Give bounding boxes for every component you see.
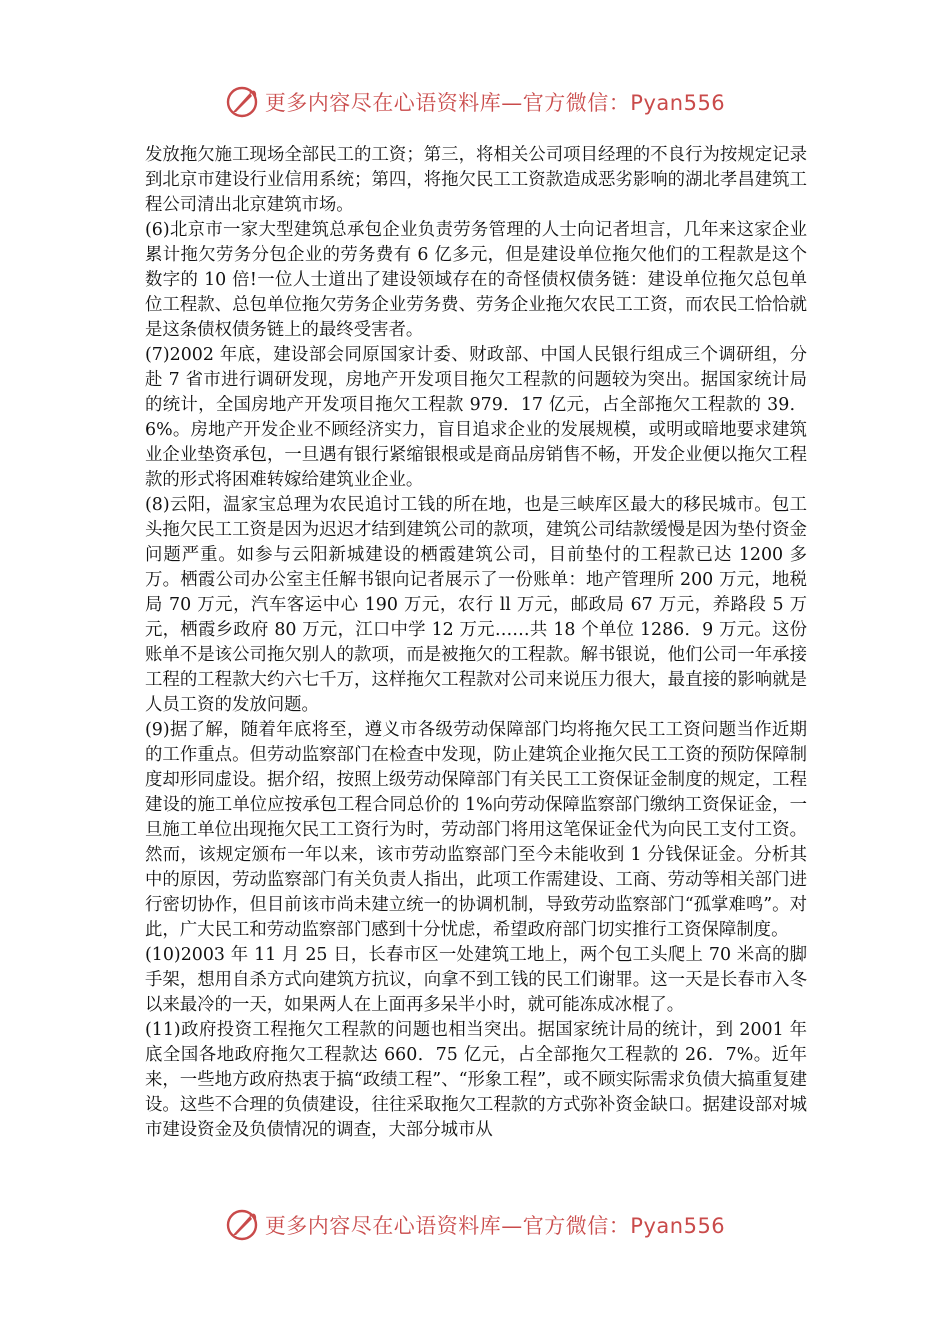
document-body <box>145 143 807 1143</box>
header-text: 更多内容尽在心语资料库—官方微信：Pyan556 <box>264 91 726 115</box>
paragraph: 发放拖欠施工现场全部民工的工资；第三，将相关公司项目经理的不良行为按规定记录到北京市建设行业信用系统；第四，将拖欠民工工资款造成恶劣影响的湖北孝昌建筑工程公司清出北京建筑市场。 <box>145 145 807 215</box>
paragraph: (10)2003 年 11 月 25 日，长春市区一处建筑工地上，两个包工头爬上 70 米高的脚手架，想用自杀方式向建筑方抗议，向拿不到工钱的民工们谢罪。这一天是长春市入冬以来最冷的一天，如果两人在上面再多呆半小时，就可能冻成冰棍了。 <box>145 945 807 1015</box>
footer-banner <box>0 1205 950 1245</box>
paragraph: (8)云阳，温家宝总理为农民追讨工钱的所在地，也是三峡库区最大的移民城市。包工头拖欠民工工资是因为迟迟才结到建筑公司的款项，建筑公司结款缓慢是因为垫付资金问题严重。如参与云阳新城建设的栖霞建筑公司，目前垫付的工程款已达 1200 多万。栖霞公司办公室主任解书银向记者展示了一份账单：地产管理所 200 万元，地税局 70 万元，汽车客运中心 190 万元，农行 ll 万元，邮政局 67 万元，养路段 5 万元，栖霞乡政府 80 万元，江口中学 12 万元……共 18 个单位 1286．9 万元。这份账单不是该公司拖欠别人的款项，而是被拖欠的工程款。解书银说，他们公司一年承接工程的工程款大约六七千万，这样拖欠工程款对公司来说压力很大，最直接的影响就是人员工资的发放问题。 <box>145 495 807 715</box>
paragraph: (6)北京市一家大型建筑总承包企业负责劳务管理的人士向记者坦言，几年来这家企业累计拖欠劳务分包企业的劳务费有 6 亿多元，但是建设单位拖欠他们的工程款是这个数字的 10 倍!一位人士道出了建设领域存在的奇怪债权债务链：建设单位拖欠总包单位工程款、总包单位拖欠劳务企业劳务费、劳务企业拖欠农民工工资，而农民工恰恰就是这条债权债务链上的最终受害者。 <box>145 220 807 340</box>
header-banner <box>0 82 950 122</box>
quill-logo-icon <box>225 85 259 119</box>
footer-text: 更多内容尽在心语资料库—官方微信：Pyan556 <box>264 1214 726 1238</box>
paragraph: (9)据了解，随着年底将至，遵义市各级劳动保障部门均将拖欠民工工资问题当作近期的工作重点。但劳动监察部门在检查中发现，防止建筑企业拖欠民工工资的预防保障制度却形同虚设。据介绍，按照上级劳动保障部门有关民工工资保证金制度的规定，工程建设的施工单位应按承包工程合同总价的 1%向劳动保障监察部门缴纳工资保证金，一旦施工单位出现拖欠民工工资行为时，劳动部门将用这笔保证金代为向民工支付工资。然而，该规定颁布一年以来，该市劳动监察部门至今未能收到 1 分钱保证金。分析其中的原因，劳动监察部门有关负责人指出，此项工作需建设、工商、劳动等相关部门进行密切协作，但目前该市尚未建立统一的协调机制，导致劳动监察部门“孤掌难鸣”。对此，广大民工和劳动监察部门感到十分忧虑，希望政府部门切实推行工资保障制度。 <box>145 720 807 940</box>
paragraph: (7)2002 年底，建设部会同原国家计委、财政部、中国人民银行组成三个调研组，分赴 7 省市进行调研发现，房地产开发项目拖欠工程款的问题较为突出。据国家统计局的统计，全国房地产开发项目拖欠工程款 979．17 亿元，占全部拖欠工程款的 39．6%。房地产开发企业不顾经济实力，盲目追求企业的发展规模，或明或暗地要求建筑业企业垫资承包，一旦遇有银行紧缩银根或是商品房销售不畅，开发企业便以拖欠工程款的形式将困难转嫁给建筑业企业。 <box>145 345 807 490</box>
paragraph: (11)政府投资工程拖欠工程款的问题也相当突出。据国家统计局的统计，到 2001 年底全国各地政府拖欠工程款达 660．75 亿元，占全部拖欠工程款的 26．7%。近年来，一些地方政府热衷于搞“政绩工程”、“形象工程”，或不顾实际需求负债大搞重复建设。这些不合理的负债建设，往往采取拖欠工程款的方式弥补资金缺口。据建设部对城市建设资金及负债情况的调查，大部分城市从 <box>145 1020 807 1140</box>
quill-logo-icon <box>225 1208 259 1242</box>
